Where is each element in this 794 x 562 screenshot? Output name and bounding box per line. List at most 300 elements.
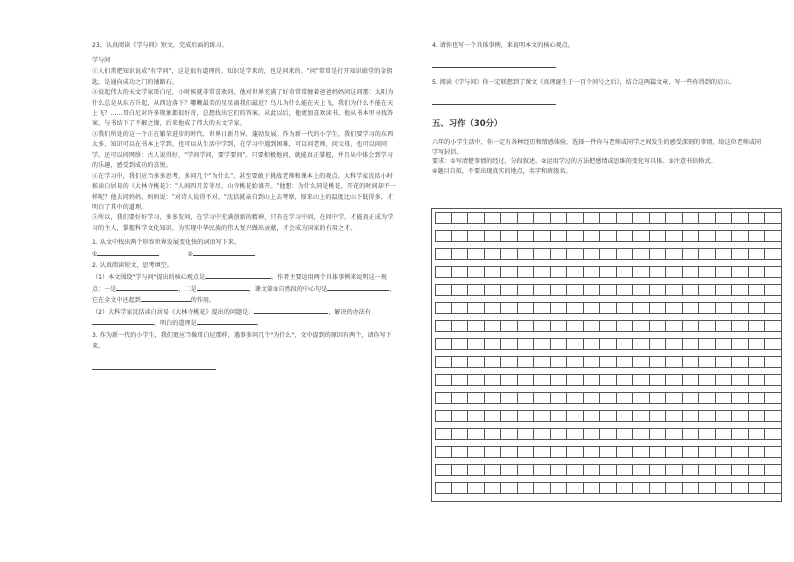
grid-cell[interactable] [435,230,452,242]
grid-cell[interactable] [765,392,782,404]
grid-cell[interactable] [518,464,535,476]
grid-cell[interactable] [765,482,782,494]
grid-cell[interactable] [485,320,502,332]
grid-cell[interactable] [749,410,766,422]
grid-cell[interactable] [666,338,683,350]
grid-cell[interactable] [435,392,452,404]
grid-cell[interactable] [584,392,601,404]
answer-blank[interactable] [116,284,178,291]
grid-cell[interactable] [749,446,766,458]
grid-cell[interactable] [584,284,601,296]
grid-cell[interactable] [551,320,568,332]
grid-cell[interactable] [534,338,551,350]
grid-cell[interactable] [765,374,782,386]
grid-cell[interactable] [435,464,452,476]
grid-cell[interactable] [699,374,716,386]
grid-cell[interactable] [716,320,733,332]
grid-cell[interactable] [716,464,733,476]
grid-cell[interactable] [716,212,733,224]
grid-cell[interactable] [501,284,518,296]
grid-cell[interactable] [452,248,469,260]
grid-cell[interactable] [468,428,485,440]
grid-cell[interactable] [749,428,766,440]
grid-cell[interactable] [650,446,667,458]
grid-cell[interactable] [435,212,452,224]
grid-cell[interactable] [567,356,584,368]
grid-cell[interactable] [666,428,683,440]
grid-cell[interactable] [567,302,584,314]
grid-cell[interactable] [765,446,782,458]
grid-cell[interactable] [699,266,716,278]
grid-cell[interactable] [485,338,502,350]
grid-cell[interactable] [666,464,683,476]
grid-cell[interactable] [435,428,452,440]
grid-cell[interactable] [435,482,452,494]
grid-cell[interactable] [600,230,617,242]
grid-cell[interactable] [699,302,716,314]
grid-cell[interactable] [716,338,733,350]
grid-cell[interactable] [584,428,601,440]
grid-cell[interactable] [749,356,766,368]
grid-cell[interactable] [584,212,601,224]
grid-cell[interactable] [501,428,518,440]
grid-cell[interactable] [732,248,749,260]
grid-cell[interactable] [650,374,667,386]
grid-cell[interactable] [452,338,469,350]
grid-cell[interactable] [584,302,601,314]
grid-cell[interactable] [468,248,485,260]
grid-cell[interactable] [617,410,634,422]
grid-cell[interactable] [534,284,551,296]
grid-cell[interactable] [699,230,716,242]
grid-cell[interactable] [584,356,601,368]
grid-cell[interactable] [732,356,749,368]
answer-blank[interactable] [327,284,389,291]
grid-cell[interactable] [452,356,469,368]
grid-cell[interactable] [716,374,733,386]
grid-cell[interactable] [765,248,782,260]
grid-cell[interactable] [501,212,518,224]
grid-cell[interactable] [716,248,733,260]
grid-cell[interactable] [617,230,634,242]
grid-cell[interactable] [551,230,568,242]
grid-cell[interactable] [600,356,617,368]
grid-cell[interactable] [567,392,584,404]
grid-cell[interactable] [699,284,716,296]
grid-cell[interactable] [567,374,584,386]
grid-cell[interactable] [749,284,766,296]
grid-cell[interactable] [617,356,634,368]
grid-cell[interactable] [749,374,766,386]
grid-cell[interactable] [551,392,568,404]
grid-cell[interactable] [518,482,535,494]
grid-cell[interactable] [732,230,749,242]
grid-cell[interactable] [765,320,782,332]
grid-cell[interactable] [683,230,700,242]
answer-blank[interactable] [197,284,249,291]
grid-cell[interactable] [749,230,766,242]
grid-cell[interactable] [501,230,518,242]
grid-cell[interactable] [716,284,733,296]
grid-cell[interactable] [732,338,749,350]
grid-cell[interactable] [452,446,469,458]
grid-cell[interactable] [765,230,782,242]
grid-cell[interactable] [584,410,601,422]
grid-cell[interactable] [666,266,683,278]
grid-cell[interactable] [468,302,485,314]
grid-cell[interactable] [749,338,766,350]
grid-cell[interactable] [551,428,568,440]
grid-cell[interactable] [501,464,518,476]
grid-cell[interactable] [551,446,568,458]
grid-cell[interactable] [749,320,766,332]
grid-cell[interactable] [765,410,782,422]
answer-line[interactable] [432,94,556,105]
grid-cell[interactable] [600,428,617,440]
grid-cell[interactable] [650,230,667,242]
grid-cell[interactable] [567,320,584,332]
grid-cell[interactable] [650,482,667,494]
grid-cell[interactable] [501,446,518,458]
grid-cell[interactable] [633,320,650,332]
grid-cell[interactable] [666,230,683,242]
grid-cell[interactable] [683,284,700,296]
grid-cell[interactable] [435,338,452,350]
grid-cell[interactable] [518,392,535,404]
grid-cell[interactable] [749,248,766,260]
grid-cell[interactable] [485,212,502,224]
grid-cell[interactable] [732,428,749,440]
grid-cell[interactable] [551,284,568,296]
grid-cell[interactable] [732,392,749,404]
grid-cell[interactable] [584,230,601,242]
grid-cell[interactable] [699,482,716,494]
grid-cell[interactable] [485,392,502,404]
grid-cell[interactable] [732,446,749,458]
grid-cell[interactable] [683,482,700,494]
grid-cell[interactable] [666,212,683,224]
grid-cell[interactable] [666,410,683,422]
grid-cell[interactable] [501,302,518,314]
answer-blank[interactable] [141,295,191,302]
grid-cell[interactable] [485,266,502,278]
grid-cell[interactable] [468,266,485,278]
answer-line[interactable] [432,57,556,68]
grid-cell[interactable] [666,284,683,296]
grid-cell[interactable] [749,482,766,494]
grid-cell[interactable] [683,374,700,386]
grid-cell[interactable] [435,248,452,260]
grid-cell[interactable] [485,410,502,422]
grid-cell[interactable] [452,266,469,278]
grid-cell[interactable] [485,284,502,296]
grid-cell[interactable] [650,428,667,440]
grid-cell[interactable] [765,284,782,296]
grid-cell[interactable] [699,248,716,260]
grid-cell[interactable] [699,338,716,350]
grid-cell[interactable] [584,464,601,476]
grid-cell[interactable] [732,302,749,314]
grid-cell[interactable] [666,482,683,494]
grid-cell[interactable] [666,320,683,332]
grid-cell[interactable] [518,410,535,422]
grid-cell[interactable] [534,482,551,494]
grid-cell[interactable] [534,428,551,440]
grid-cell[interactable] [435,446,452,458]
grid-cell[interactable] [716,428,733,440]
writing-grid[interactable] [435,212,782,501]
grid-cell[interactable] [683,356,700,368]
grid-cell[interactable] [650,410,667,422]
answer-blank[interactable] [97,249,159,256]
grid-cell[interactable] [650,338,667,350]
grid-cell[interactable] [633,230,650,242]
grid-cell[interactable] [600,374,617,386]
grid-cell[interactable] [683,446,700,458]
grid-cell[interactable] [749,302,766,314]
grid-cell[interactable] [617,338,634,350]
grid-cell[interactable] [501,338,518,350]
grid-cell[interactable] [518,320,535,332]
grid-cell[interactable] [534,302,551,314]
grid-cell[interactable] [452,284,469,296]
grid-cell[interactable] [452,302,469,314]
grid-cell[interactable] [650,356,667,368]
grid-cell[interactable] [765,338,782,350]
grid-cell[interactable] [518,266,535,278]
grid-cell[interactable] [534,464,551,476]
grid-cell[interactable] [501,356,518,368]
grid-cell[interactable] [617,284,634,296]
grid-cell[interactable] [435,266,452,278]
grid-cell[interactable] [551,356,568,368]
grid-cell[interactable] [716,482,733,494]
grid-cell[interactable] [435,356,452,368]
grid-cell[interactable] [732,266,749,278]
grid-cell[interactable] [485,464,502,476]
grid-cell[interactable] [699,446,716,458]
grid-cell[interactable] [732,320,749,332]
grid-cell[interactable] [699,392,716,404]
grid-cell[interactable] [452,320,469,332]
grid-cell[interactable] [600,410,617,422]
answer-blank[interactable] [205,272,271,279]
grid-cell[interactable] [435,302,452,314]
grid-cell[interactable] [699,212,716,224]
grid-cell[interactable] [567,230,584,242]
grid-cell[interactable] [633,374,650,386]
grid-cell[interactable] [468,356,485,368]
grid-cell[interactable] [699,356,716,368]
grid-cell[interactable] [633,248,650,260]
grid-cell[interactable] [567,266,584,278]
grid-cell[interactable] [633,482,650,494]
grid-cell[interactable] [699,428,716,440]
grid-cell[interactable] [468,392,485,404]
grid-cell[interactable] [501,248,518,260]
grid-cell[interactable] [716,446,733,458]
grid-cell[interactable] [485,302,502,314]
grid-cell[interactable] [699,410,716,422]
grid-cell[interactable] [617,446,634,458]
grid-cell[interactable] [551,248,568,260]
grid-cell[interactable] [633,446,650,458]
grid-cell[interactable] [600,446,617,458]
grid-cell[interactable] [633,266,650,278]
grid-cell[interactable] [666,374,683,386]
grid-cell[interactable] [518,428,535,440]
grid-cell[interactable] [765,212,782,224]
grid-cell[interactable] [732,482,749,494]
grid-cell[interactable] [600,248,617,260]
grid-cell[interactable] [534,248,551,260]
grid-cell[interactable] [732,410,749,422]
grid-cell[interactable] [650,248,667,260]
grid-cell[interactable] [567,248,584,260]
grid-cell[interactable] [468,482,485,494]
grid-cell[interactable] [485,374,502,386]
grid-cell[interactable] [551,302,568,314]
grid-cell[interactable] [534,374,551,386]
grid-cell[interactable] [452,410,469,422]
grid-cell[interactable] [600,338,617,350]
grid-cell[interactable] [468,284,485,296]
grid-cell[interactable] [452,212,469,224]
grid-cell[interactable] [584,338,601,350]
grid-cell[interactable] [468,464,485,476]
grid-cell[interactable] [551,374,568,386]
grid-cell[interactable] [683,302,700,314]
grid-cell[interactable] [617,320,634,332]
grid-cell[interactable] [534,212,551,224]
grid-cell[interactable] [551,212,568,224]
grid-cell[interactable] [485,482,502,494]
grid-cell[interactable] [683,428,700,440]
grid-cell[interactable] [518,356,535,368]
grid-cell[interactable] [732,464,749,476]
grid-cell[interactable] [666,356,683,368]
grid-cell[interactable] [551,482,568,494]
grid-cell[interactable] [567,284,584,296]
grid-cell[interactable] [551,266,568,278]
grid-cell[interactable] [501,266,518,278]
grid-cell[interactable] [452,392,469,404]
grid-cell[interactable] [650,392,667,404]
grid-cell[interactable] [683,266,700,278]
grid-cell[interactable] [534,230,551,242]
grid-cell[interactable] [518,374,535,386]
grid-cell[interactable] [468,338,485,350]
grid-cell[interactable] [633,356,650,368]
grid-cell[interactable] [534,320,551,332]
grid-cell[interactable] [584,320,601,332]
grid-cell[interactable] [666,392,683,404]
grid-cell[interactable] [485,428,502,440]
grid-cell[interactable] [452,428,469,440]
grid-cell[interactable] [716,230,733,242]
grid-cell[interactable] [617,302,634,314]
grid-cell[interactable] [452,374,469,386]
grid-cell[interactable] [716,302,733,314]
grid-cell[interactable] [452,464,469,476]
grid-cell[interactable] [600,482,617,494]
grid-cell[interactable] [518,338,535,350]
grid-cell[interactable] [650,464,667,476]
grid-cell[interactable] [633,212,650,224]
grid-cell[interactable] [732,284,749,296]
grid-cell[interactable] [765,266,782,278]
answer-line[interactable] [92,355,216,370]
grid-cell[interactable] [501,374,518,386]
grid-cell[interactable] [518,302,535,314]
grid-cell[interactable] [534,392,551,404]
grid-cell[interactable] [567,482,584,494]
grid-cell[interactable] [584,374,601,386]
grid-cell[interactable] [518,284,535,296]
grid-cell[interactable] [633,302,650,314]
grid-cell[interactable] [468,230,485,242]
grid-cell[interactable] [716,410,733,422]
grid-cell[interactable] [650,302,667,314]
answer-blank[interactable] [254,307,328,314]
grid-cell[interactable] [633,338,650,350]
grid-cell[interactable] [633,284,650,296]
grid-cell[interactable] [749,392,766,404]
grid-cell[interactable] [435,320,452,332]
grid-cell[interactable] [600,284,617,296]
grid-cell[interactable] [617,428,634,440]
grid-cell[interactable] [485,446,502,458]
grid-cell[interactable] [567,464,584,476]
grid-cell[interactable] [683,464,700,476]
grid-cell[interactable] [749,266,766,278]
grid-cell[interactable] [485,356,502,368]
grid-cell[interactable] [584,446,601,458]
grid-cell[interactable] [600,464,617,476]
grid-cell[interactable] [617,482,634,494]
grid-cell[interactable] [749,212,766,224]
grid-cell[interactable] [567,446,584,458]
grid-cell[interactable] [468,212,485,224]
grid-cell[interactable] [501,392,518,404]
grid-cell[interactable] [551,338,568,350]
grid-cell[interactable] [452,230,469,242]
grid-cell[interactable] [485,248,502,260]
grid-cell[interactable] [765,356,782,368]
grid-cell[interactable] [600,320,617,332]
grid-cell[interactable] [617,392,634,404]
grid-cell[interactable] [716,266,733,278]
grid-cell[interactable] [650,320,667,332]
grid-cell[interactable] [567,212,584,224]
grid-cell[interactable] [435,284,452,296]
grid-cell[interactable] [567,410,584,422]
grid-cell[interactable] [633,410,650,422]
grid-cell[interactable] [683,212,700,224]
grid-cell[interactable] [617,464,634,476]
grid-cell[interactable] [534,446,551,458]
grid-cell[interactable] [650,212,667,224]
grid-cell[interactable] [518,230,535,242]
grid-cell[interactable] [584,482,601,494]
grid-cell[interactable] [765,464,782,476]
grid-cell[interactable] [468,374,485,386]
grid-cell[interactable] [551,464,568,476]
grid-cell[interactable] [765,302,782,314]
grid-cell[interactable] [534,410,551,422]
grid-cell[interactable] [666,302,683,314]
answer-blank[interactable] [197,318,257,325]
